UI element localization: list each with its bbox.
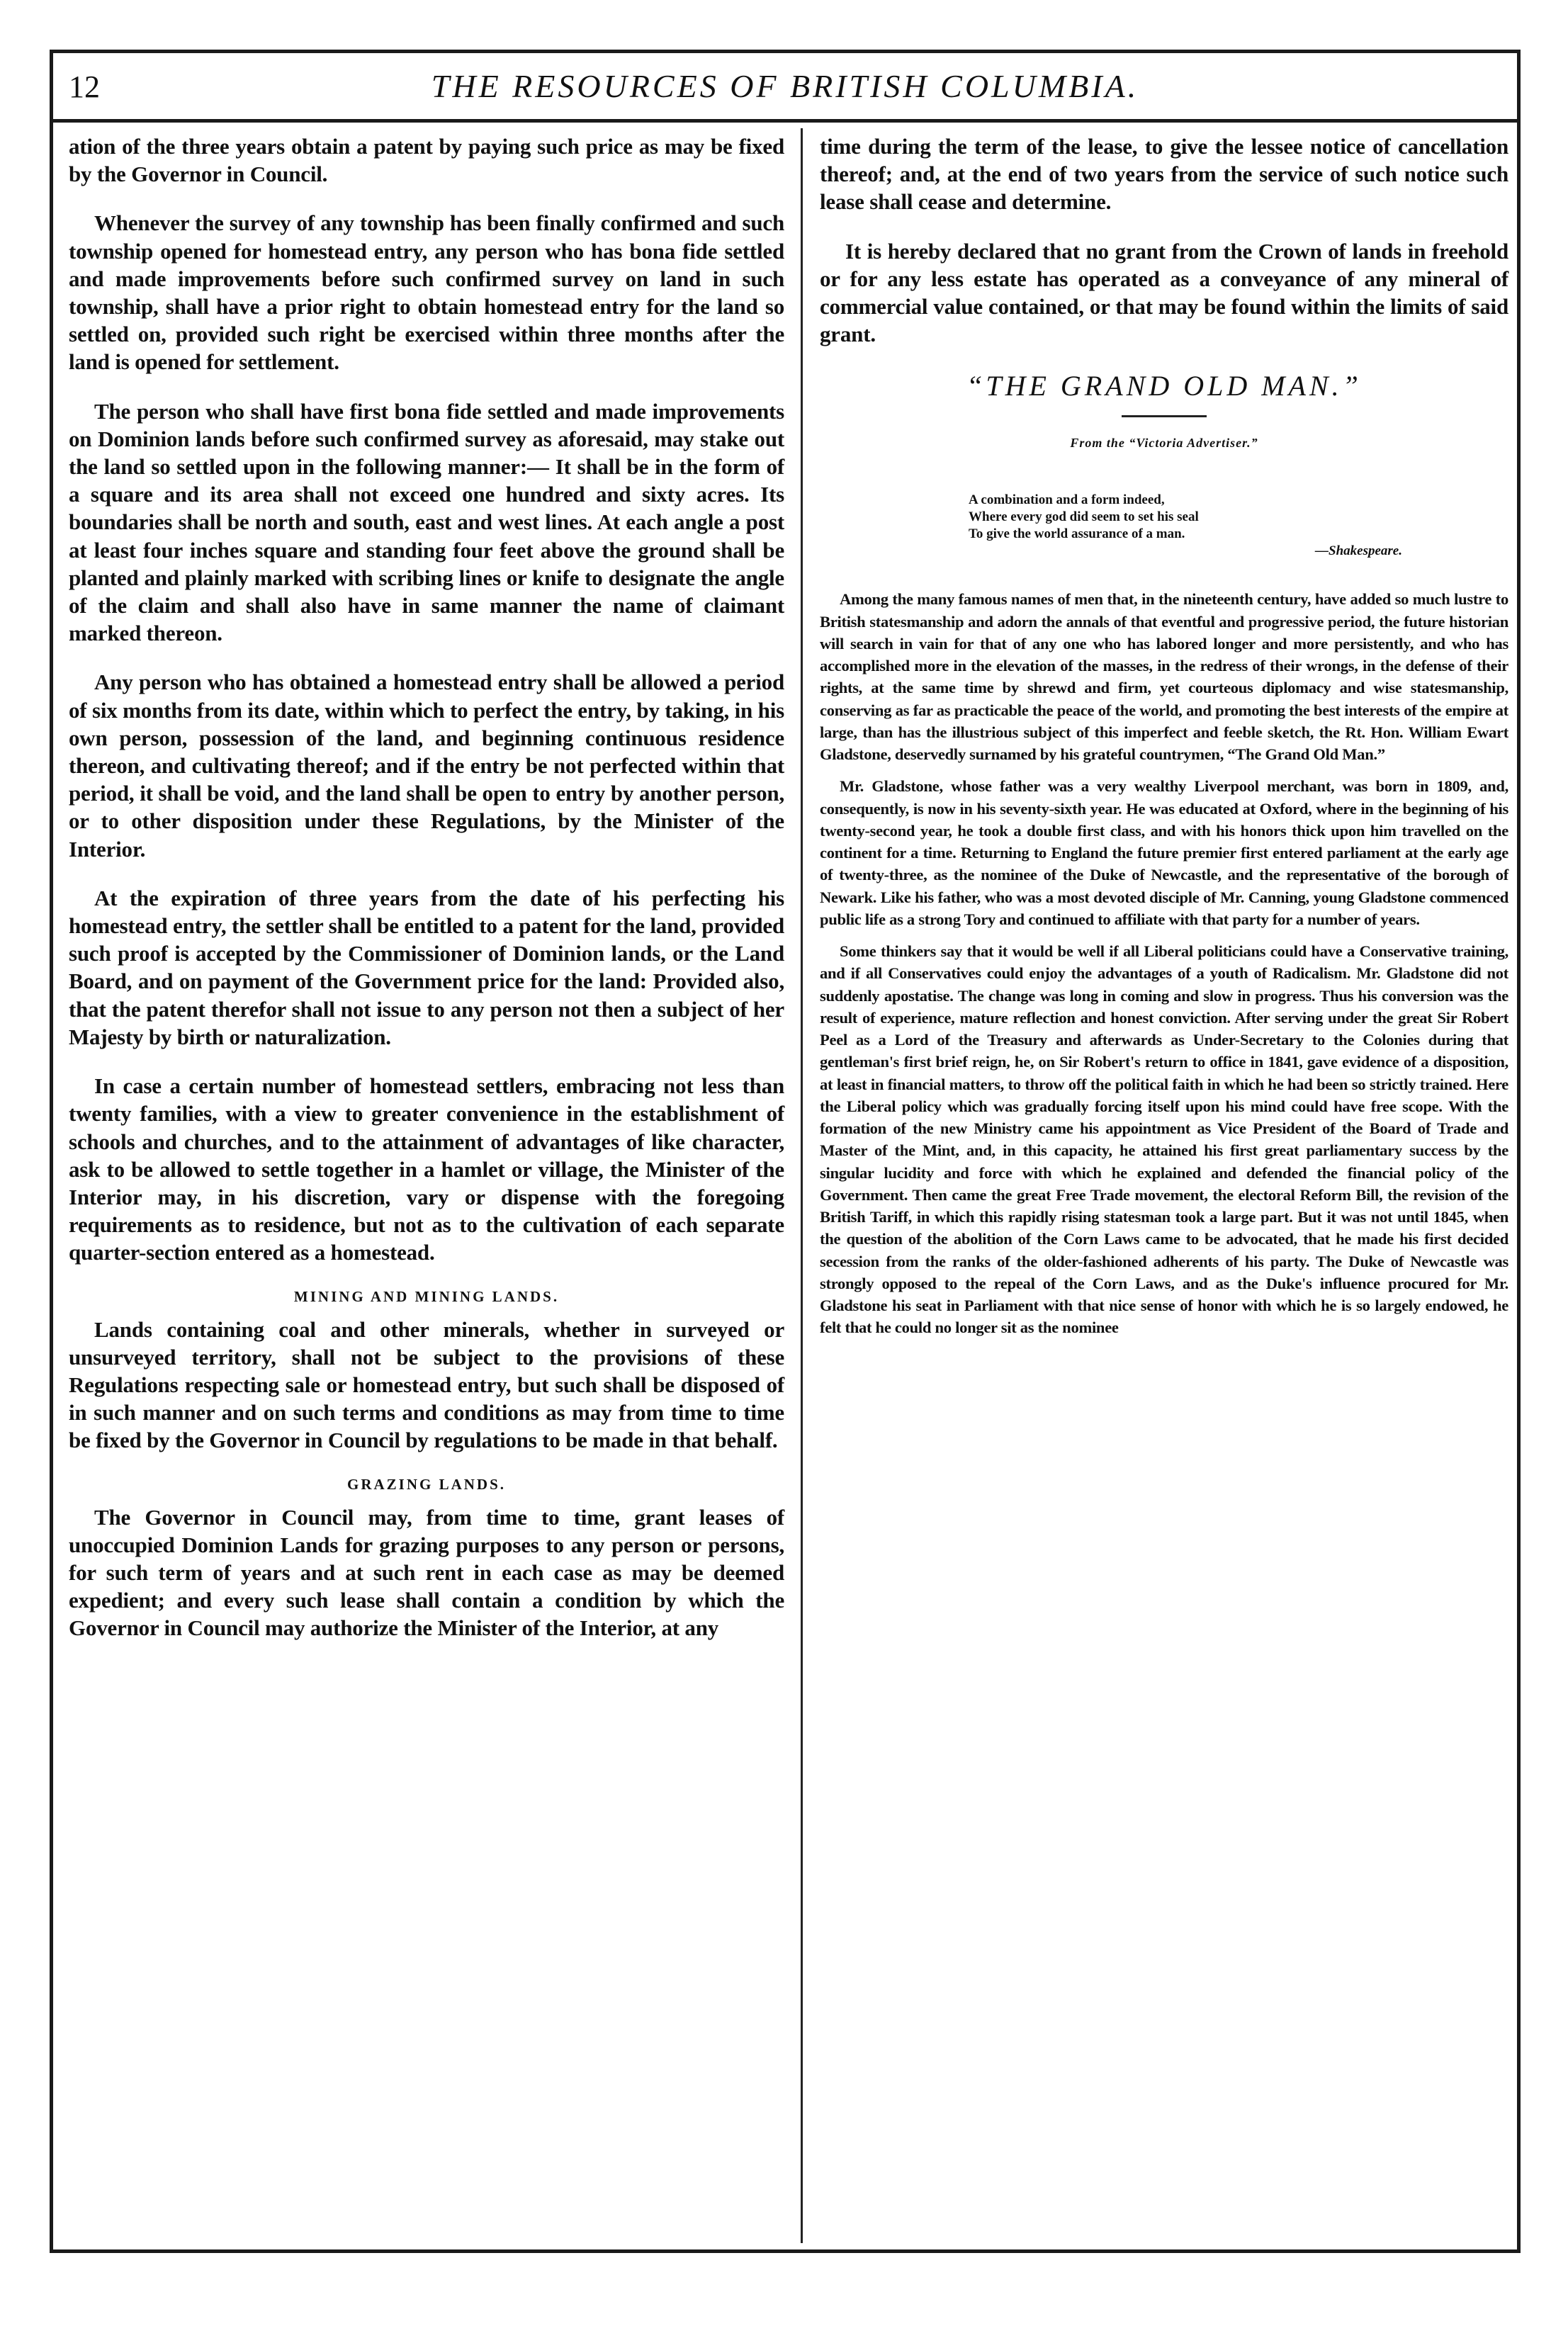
left-column: [63, 132, 791, 1664]
epigraph: [969, 492, 1508, 560]
right-column: [814, 132, 1514, 1349]
paragraph: Any person who has obtained a homestead entry shall be allowed a period of six months from its date, within which to perfect the entry, by taking, in his own person, possession of the land, and beginning continuous residence thereon, and cultivating thereof; and if the entry be not perfected within that period, it shall be void, and the land shall be open to entry by another person, or to other disposition under these Regulations, by the Minister of the Interior.: [69, 670, 784, 862]
page-number: 12: [69, 69, 100, 104]
article-paragraph: Among the many famous names of men that, in the nineteenth century, have added so much lustre to British statesmanship and adorn the annals of that eventful and progressive period, the future historian will search in vain for that of any one who has labored longer and more persistently, and who has accomplished more in the elevation of the masses, in the redress of their wrongs, in the defense of their rights, at the same time by shrewd and firm, yet courteous diplomacy and wise statesmanship, conserving as far as practicable the peace of the world, and promoting the best interests of the empire at large, than has the illustrious subject of this imperfect and feeble sketch, the Rt. Hon. William Ewart Gladstone, deservedly surnamed by his grateful countrymen, “The Grand Old Man.”: [820, 590, 1508, 764]
paragraph: Lands containing coal and other minerals, whether in surveyed or unsurveyed territory, shall not be subject to the provisions of these Regulations respecting sale or homestead entry, but such shall be disposed of in such manner and on such terms and conditions as may from time to time be fixed by the Governor in Council by regulations to be made in that behalf.: [69, 1316, 784, 1453]
article-paragraph: Mr. Gladstone, whose father was a very wealthy Liverpool merchant, was born in 1809, and, consequently, is now in his seventy-sixth year. He was educated at Oxford, where in the beginning of his twenty-second year, he took a double first class, and with his honors thick upon him travelled on the continent for a time. Returning to England the future premier first entered parliament at the early age of twenty-three, as the nominee of the Duke of Newcastle, and the representative of the borough of Newark. Like his father, who was a most devoted disciple of Mr. Canning, young Gladstone commenced public life as a strong Tory and continued to affiliate with that party for a number of years.: [820, 777, 1508, 928]
epigraph-line: To give the world assurance of a man.: [969, 526, 1185, 542]
paragraph: The Governor in Council may, from time to time, grant leases of unoccupied Dominion Lands for grazing purposes to any person or persons, for such term of years and at such rent in each case as may be deemed expedient; and every such lease shall contain a condition by which the Governor in Council may authorize the Minister of the Interior, at any: [69, 1504, 784, 1641]
newspaper-page: [50, 50, 1521, 2253]
epigraph-attribution: —Shakespeare.: [1315, 543, 1402, 559]
paragraph: At the expiration of three years from the date of his perfecting his homestead entry, the settler shall be entitled to a patent for the land, provided such proof is accepted by the Commissioner of Dominion lands, or the Land Board, and on payment of the Government price for the land: Provided also, that the patent therefor shall not issue to any person not then a subject of her Majesty by birth or naturalization.: [69, 885, 784, 1049]
section-heading-mining: MINING AND MINING LANDS.: [293, 1287, 560, 1305]
paragraph: ation of the three years obtain a patent by paying such price as may be fixed by the Governor in Council.: [69, 134, 784, 187]
epigraph-line: A combination and a form indeed,: [969, 492, 1165, 508]
page-header: [53, 53, 1517, 123]
title-rule: [1122, 415, 1207, 417]
paragraph: In case a certain number of homestead settlers, embracing not less than twenty families, with a view to greater convenience in the establishment of schools and churches, and to the attainment of advantages of like character, ask to be allowed to settle together in a hamlet or village, the Minister of the Interior may, in his discretion, vary or dispense with the foregoing requirements as to residence, but not as to the cultivation of each separate quarter-section entered as a homestead.: [69, 1073, 784, 1265]
article-source: From the “Victoria Advertiser.”: [1070, 436, 1258, 451]
section-heading-grazing: GRAZING LANDS.: [346, 1475, 507, 1493]
paragraph: It is hereby declared that no grant from the Crown of lands in freehold or for any less estate has operated as a conveyance of any mineral of commercial value contained, or that may be found within the limits of said grant.: [820, 238, 1508, 347]
paragraph: The person who shall have first bona fide settled and made improvements on Dominion lands before such confirmed survey as aforesaid, may stake out the land so settled upon in the following manner:— It shall be in the form of a square and its area shall not exceed one hundred and sixty acres. Its boundaries shall be north and south, east and west lines. At each angle a post at least four inches square and standing four feet above the ground shall be planted and plainly marked with scribing lines or knife to designate the angle of the claim and shall also have in same manner the name of claimant marked thereon.: [69, 398, 784, 646]
epigraph-line: Where every god did seem to set his seal: [969, 509, 1199, 525]
column-rule: [801, 128, 803, 2243]
article-title: “THE GRAND OLD MAN.”: [966, 370, 1362, 402]
paragraph: Whenever the survey of any township has been finally confirmed and such township opened for homestead entry, any person who has bona fide settled and made improvements before such confirmed survey on land in such township, shall have a prior right to obtain homestead entry for the land so settled on, provided such right be exercised within three months after the land is opened for settlement.: [69, 210, 784, 375]
paragraph: time during the term of the lease, to give the lessee notice of cancellation thereof; and, at the end of two years from the service of such notice such lease shall cease and determine.: [820, 134, 1508, 215]
running-title: THE RESOURCES OF BRITISH COLUMBIA.: [431, 68, 1139, 104]
article-paragraph: Some thinkers say that it would be well if all Liberal politicians could have a Conservative training, and if all Conservatives could enjoy the advantages of a youth of Radicalism. Mr. Gladstone did not suddenly apostatise. The change was long in coming and slow in progress. Thus his conversion was the result of experience, mature reflection and honest conviction. After serving under the great Sir Robert Peel as a Lord of the Treasury and afterwards as Under-Secretary to the Colonies during that gentleman's first brief reign, he, on Sir Robert's return to office in 1841, gave evidence of a disposition, at least in financial matters, to throw off the political faith in which he had been so strictly trained. Here the Liberal policy which was gradually forcing itself upon his mind could have free scope. With the formation of the new Ministry came his appointment as Vice President of the Board of Trade and Master of the Mint, and, in this capacity, he attained his first great parliamentary success by the singular lucidity and force with which he explained and defended the financial policy of the Government. Then came the great Free Trade movement, the electoral Reform Bill, the revision of the British Tariff, in which this rapidly rising statesman took a large part. But it was not until 1845, when the question of the abolition of the Corn Laws came to be advocated, that he made his first decided secession from the ranks of the older-fashioned adherents of his party. The Duke of Newcastle was strongly opposed to the repeal of the Corn Laws, and as the Duke's influence procured for Mr. Gladstone his seat in Parliament with that nice sense of honor with which he is so largely endowed, he felt that he could no longer sit as the nominee: [820, 942, 1508, 1337]
